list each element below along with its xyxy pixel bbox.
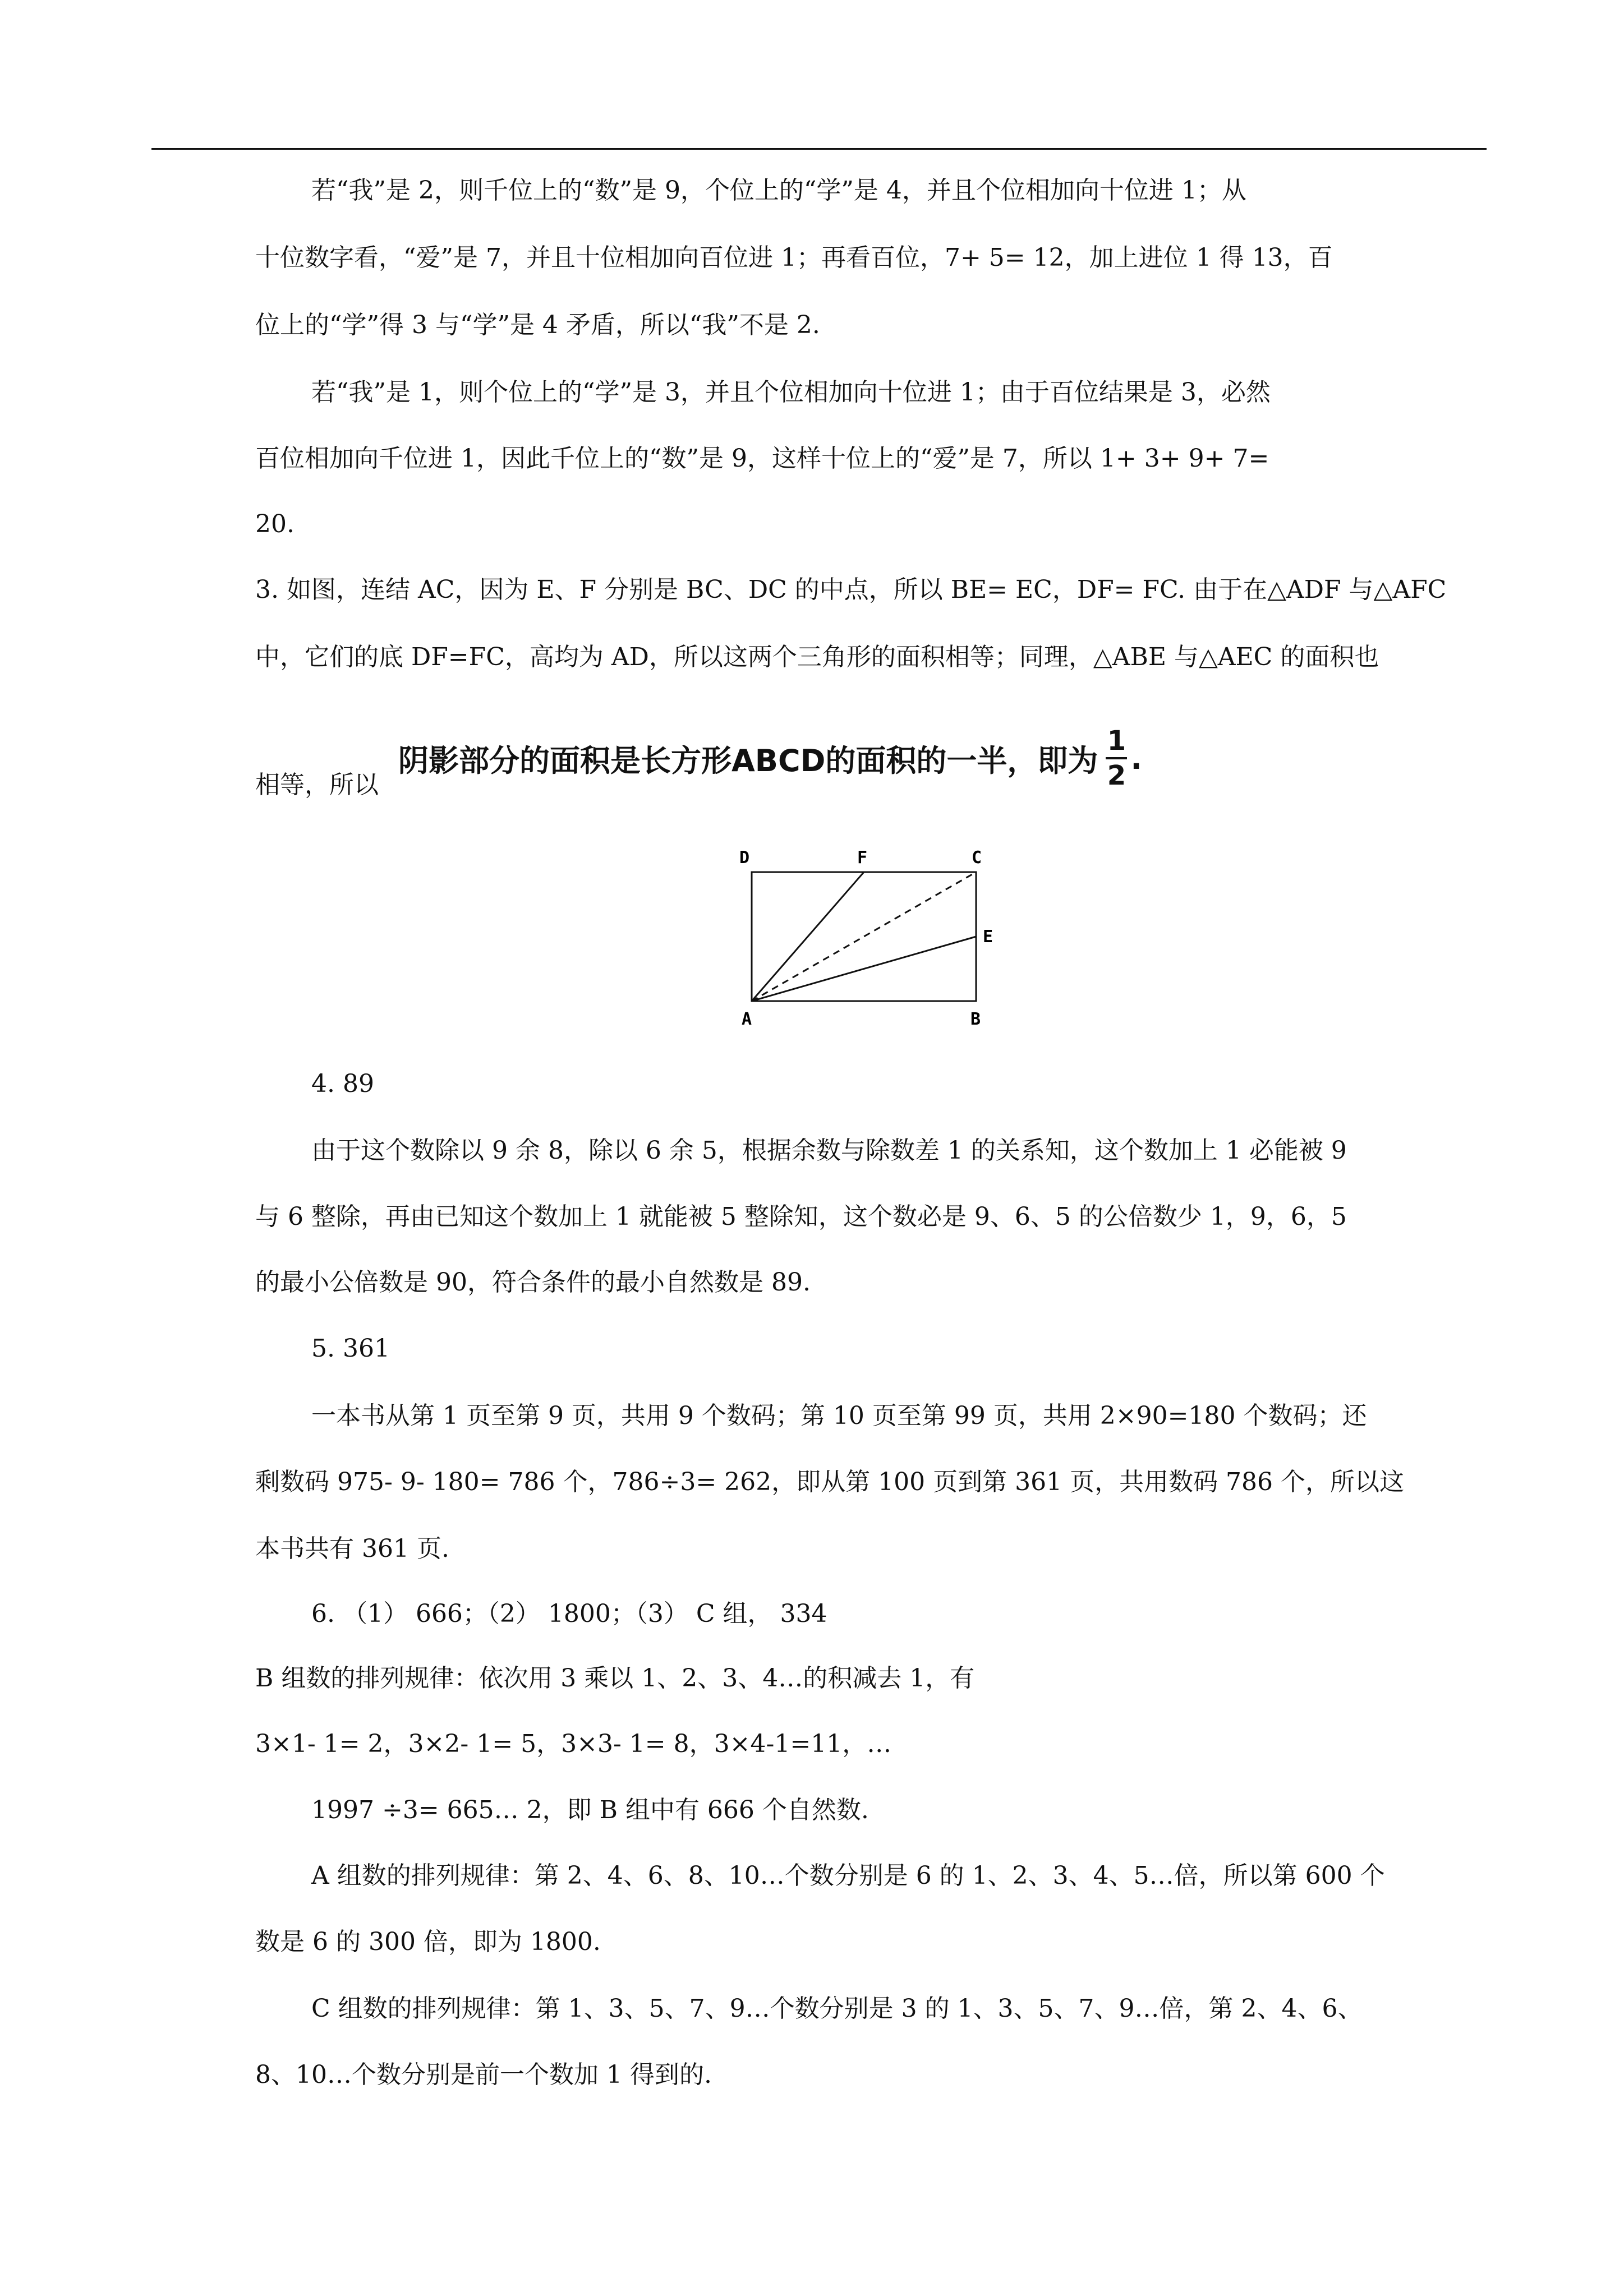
text-line: 由于这个数除以 9 余 8，除以 6 余 5，根据余数与除数差 1 的关系知，这个数加上 1 必能被 9 [311,1136,1347,1165]
label-c: C [972,848,982,868]
text-line: 若“我”是 1，则个位上的“学”是 3，并且个位相加向十位进 1；由于百位结果是 3，必然 [311,378,1271,407]
text-line: C 组数的排列规律：第 1、3、5、7、9…个数分别是 3 的 1、3、5、7、9…倍，第 2、4、6、 [311,1994,1363,2023]
text-line: 8、10…个数分别是前一个数加 1 得到的. [255,2060,712,2089]
banner-tail: . [1130,740,1142,776]
label-b: B [970,1009,981,1029]
text-line: 与 6 整除，再由已知这个数加上 1 就能被 5 整除知，这个数必是 9、6、5 的公倍数少 1，9，6，5 [255,1202,1347,1231]
text-line: 4. 89 [311,1069,374,1098]
text-line: 十位数字看，“爱”是 7，并且十位相加向百位进 1；再看百位，7+ 5= 12，加上进位 1 得 13，百 [255,243,1333,272]
label-d: D [739,848,750,868]
label-f: F [857,848,868,868]
fraction-numerator: 1 [1107,725,1126,757]
fraction-denominator: 2 [1107,760,1126,791]
text-line: 的最小公倍数是 90，符合条件的最小自然数是 89. [255,1268,811,1297]
text-line: 20. [255,510,295,538]
label-e: E [983,927,993,947]
label-a: A [742,1009,752,1029]
text-line: 中，它们的底 DF=FC，高均为 AD，所以这两个三角形的面积相等；同理，△ABE 与△AEC 的面积也 [255,643,1379,671]
header-rule [151,148,1487,150]
text-line: 若“我”是 2，则千位上的“数”是 9，个位上的“学”是 4，并且个位相加向十位进 1；从 [311,176,1246,205]
text-line: 位上的“学”得 3 与“学”是 4 矛盾，所以“我”不是 2. [255,311,820,339]
segment-af [752,872,864,1001]
segment-ac-dashed [752,872,976,1001]
text-line: 剩数码 975- 9- 180= 786 个，786÷3= 262，即从第 100 页到第 361 页，共用数码 786 个，所以这 [255,1468,1405,1496]
rectangle-figure [724,844,1015,1040]
text-line: 1997 ÷3= 665… 2，即 B 组中有 666 个自然数. [311,1796,869,1824]
fraction-bar [1106,757,1127,759]
text-line: 6. （1） 666；（2） 1800；（3） C 组， 334 [311,1599,827,1628]
text-line: A 组数的排列规律：第 2、4、6、8、10…个数分别是 6 的 1、2、3、4、5…倍，所以第 600 个 [311,1861,1385,1890]
text-line: 相等，所以 [255,771,379,799]
banner-text: 阴影部分的面积是长方形ABCD的面积的一半，即为 [398,743,1098,778]
segment-ae [752,937,976,1001]
text-line: 5. 361 [311,1334,390,1363]
text-line: 百位相加向千位进 1，因此千位上的“数”是 9，这样十位上的“爱”是 7，所以 1+ 3+ 9+ 7= [255,444,1269,473]
text-line: B 组数的排列规律：依次用 3 乘以 1、2、3、4…的积减去 1，有 [255,1664,975,1693]
text-line: 本书共有 361 页. [255,1534,449,1563]
text-line: 数是 6 的 300 倍，即为 1800. [255,1928,601,1956]
text-line: 一本书从第 1 页至第 9 页，共用 9 个数码；第 10 页至第 99 页，共用 2×90=180 个数码；还 [311,1401,1367,1430]
text-line: 3×1- 1= 2，3×2- 1= 5，3×3- 1= 8，3×4-1=11，… [255,1730,892,1758]
text-line: 3. 如图，连结 AC，因为 E、F 分别是 BC、DC 的中点，所以 BE= EC，DF= FC. 由于在△ADF 与△AFC [255,575,1447,604]
